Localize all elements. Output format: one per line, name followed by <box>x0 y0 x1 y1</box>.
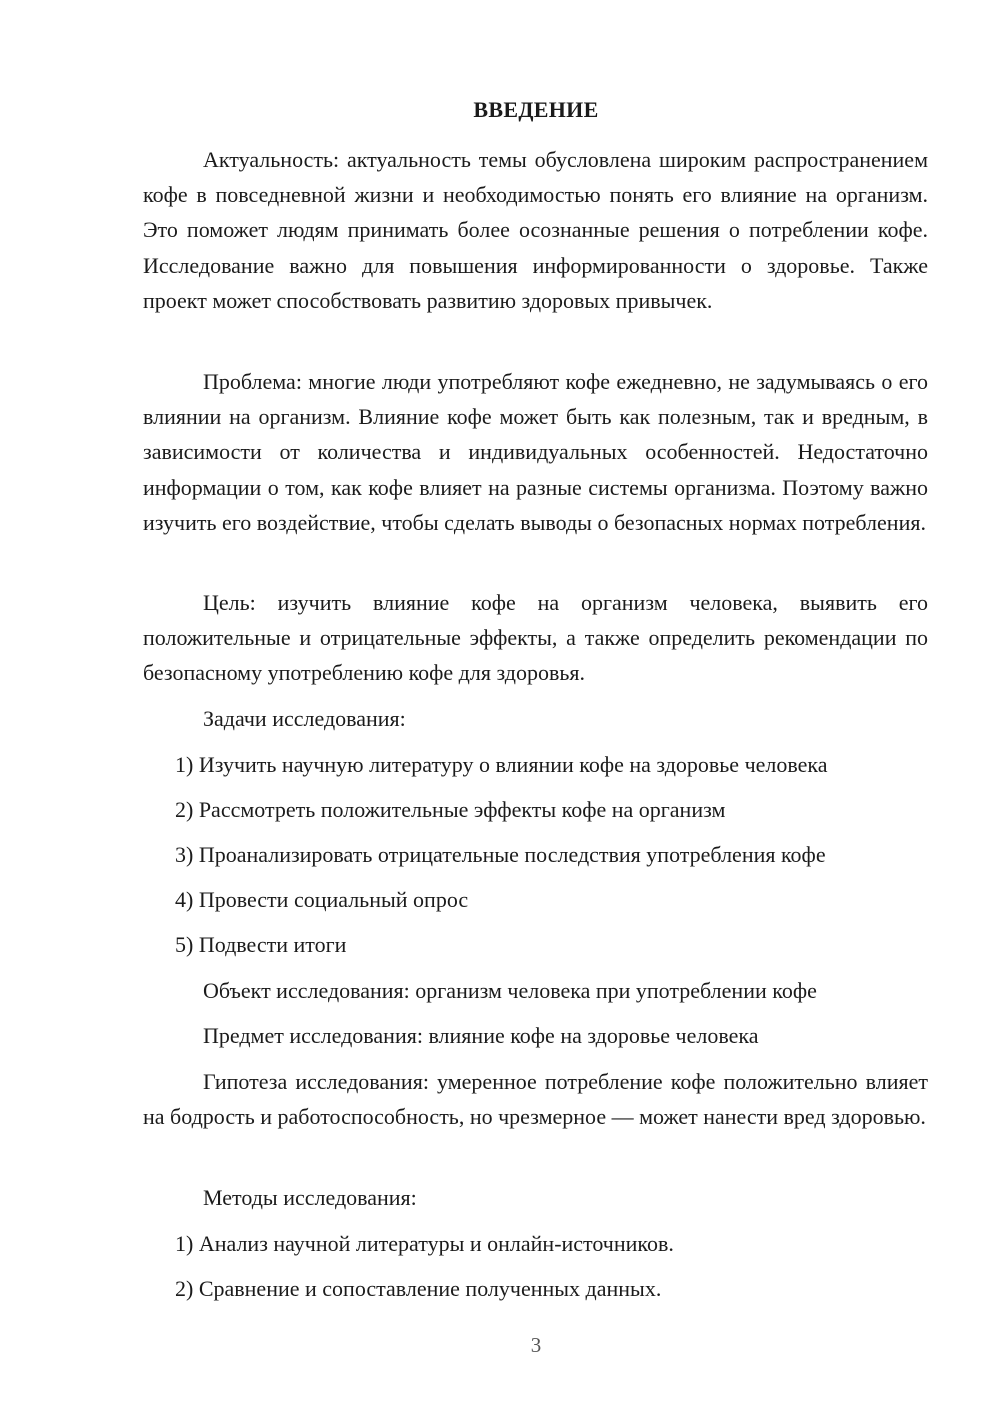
goal-text: Цель: изучить влияние кофе на организм человека, выявить его положительные и отрицательные эффекты, а также определить рекомендации по безопасному употреблению кофе для здоровья. <box>143 590 928 686</box>
task-item-2: 2) Рассмотреть положительные эффекты кофе на организм <box>175 797 726 822</box>
method-item-1: 1) Анализ научной литературы и онлайн-источников. <box>175 1231 674 1256</box>
problem-paragraph <box>143 364 928 540</box>
page-number: 3 <box>530 1333 542 1357</box>
hypothesis-text: Гипотеза исследования: умеренное потребление кофе положительно влияет на бодрость и работоспособность, но чрезмерное — может нанести вред здоровью. <box>143 1069 928 1130</box>
methods-heading: Методы исследования: <box>203 1185 417 1210</box>
goal-paragraph <box>143 585 928 691</box>
task-item-1: 1) Изучить научную литературу о влиянии кофе на здоровье человека <box>175 752 828 777</box>
method-item-2: 2) Сравнение и сопоставление полученных данных. <box>175 1276 662 1301</box>
research-subject: Предмет исследования: влияние кофе на здоровье человека <box>203 1023 759 1048</box>
problem-text: Проблема: многие люди употребляют кофе ежедневно, не задумываясь о его влиянии на организм. Влияние кофе может быть как полезным, так и вредным, в зависимости от количества и индивидуальных особенностей. Недостаточно информации о том, как кофе влияет на разные системы организма. Поэтому важно изучить его воздействие, чтобы сделать выводы о безопасных нормах потребления. <box>143 369 928 535</box>
research-object: Объект исследования: организм человека при употреблении кофе <box>203 978 817 1003</box>
hypothesis-paragraph <box>143 1064 928 1134</box>
page-title: ВВЕДЕНИЕ <box>473 97 599 122</box>
relevance-text: Актуальность: актуальность темы обусловлена широким распространением кофе в повседневной жизни и необходимостью понять его влияние на организм. Это поможет людям принимать более осознанные решения о потреблении кофе. Исследование важно для повышения информированности о здоровье. Также проект может способствовать развитию здоровых привычек. <box>143 147 928 313</box>
tasks-heading: Задачи исследования: <box>203 706 406 731</box>
task-item-4: 4) Провести социальный опрос <box>175 887 469 912</box>
task-item-3: 3) Проанализировать отрицательные последствия употребления кофе <box>175 842 826 867</box>
relevance-paragraph <box>143 142 928 318</box>
task-item-5: 5) Подвести итоги <box>175 932 347 957</box>
